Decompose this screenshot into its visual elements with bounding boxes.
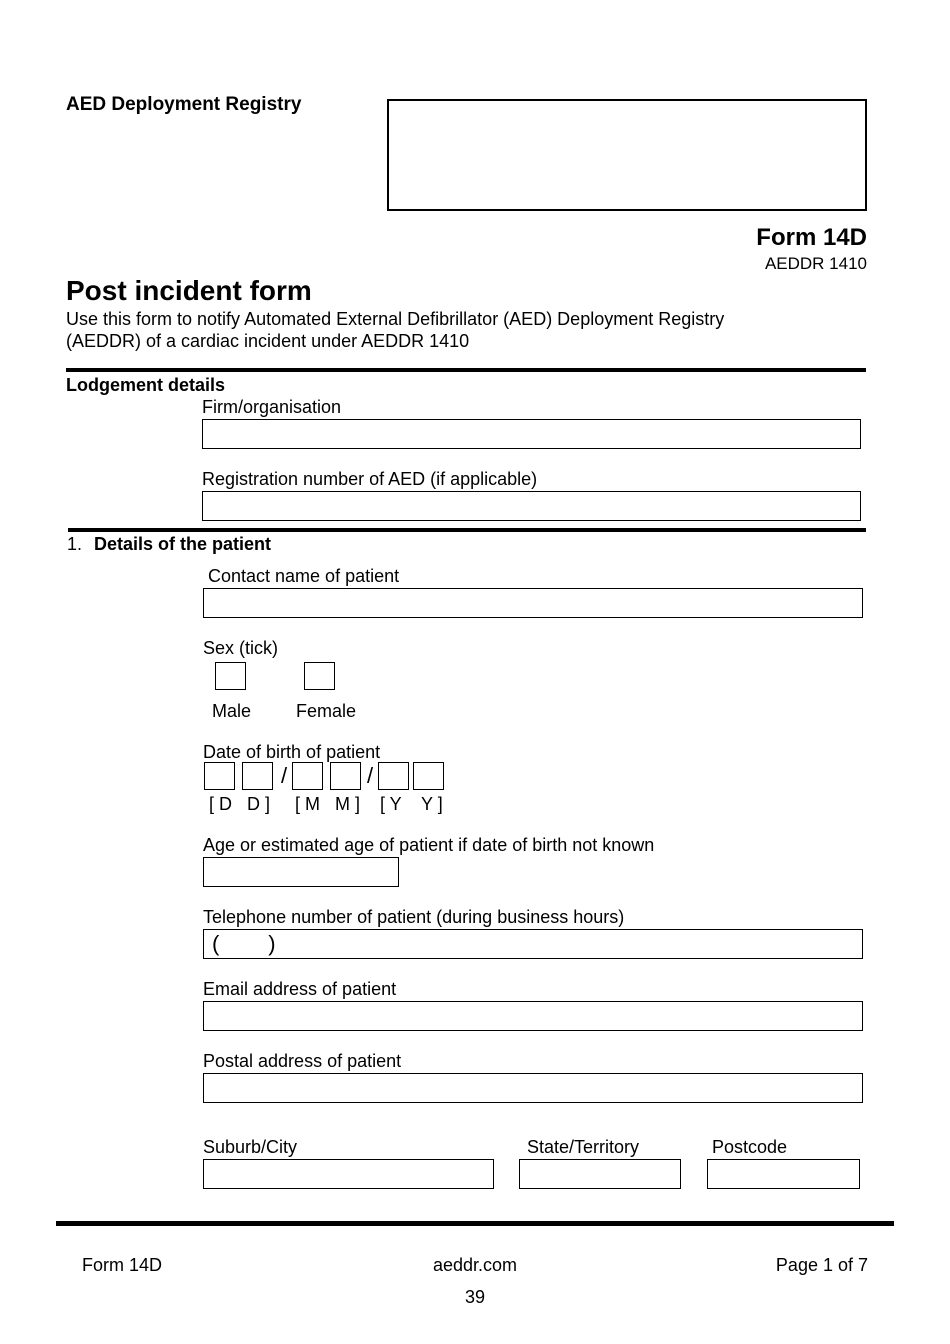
patient-heading: Details of the patient <box>94 534 272 554</box>
form-code: AEDDR 1410 <box>764 254 867 273</box>
email-input[interactable] <box>203 1001 863 1031</box>
dob-month-1-box[interactable] <box>292 762 323 790</box>
male-label: Male <box>212 701 252 721</box>
section-divider <box>68 528 866 532</box>
footer-form-number: Form 14D <box>82 1255 163 1275</box>
phone-area-code-brackets: ( ) <box>212 931 276 956</box>
phone-label: Telephone number of patient (during business hours) <box>203 907 625 927</box>
office-use-box <box>387 99 867 211</box>
postal-address-label: Postal address of patient <box>203 1051 402 1071</box>
email-label: Email address of patient <box>203 979 397 999</box>
age-label: Age or estimated age of patient if date of birth not known <box>203 835 655 855</box>
postcode-input[interactable] <box>707 1159 860 1189</box>
registration-input[interactable] <box>202 491 861 521</box>
page-title: Post incident form <box>66 275 312 306</box>
state-input[interactable] <box>519 1159 681 1189</box>
registration-label: Registration number of AED (if applicable) <box>202 469 538 489</box>
intro-line-2: (AEDDR) of a cardiac incident under AEDDR 1410 <box>66 331 470 351</box>
section-number: 1. <box>67 534 83 554</box>
suburb-label: Suburb/City <box>203 1137 298 1157</box>
dob-year-2-box[interactable] <box>413 762 444 790</box>
sex-label: Sex (tick) <box>203 638 279 658</box>
dob-month-hint: [ M M ] <box>295 794 360 814</box>
state-label: State/Territory <box>527 1137 640 1157</box>
phone-input[interactable] <box>203 929 863 959</box>
dob-day-hint: [ D D ] <box>209 794 271 814</box>
footer-divider <box>56 1221 894 1226</box>
footer-page: Page 1 of 7 <box>775 1255 868 1275</box>
dob-month-2-box[interactable] <box>330 762 361 790</box>
dob-year-1-box[interactable] <box>378 762 409 790</box>
firm-label: Firm/organisation <box>202 397 342 417</box>
postcode-label: Postcode <box>712 1137 788 1157</box>
page-number: 39 <box>464 1287 486 1307</box>
form-number: Form 14D <box>756 224 867 251</box>
lodgement-heading: Lodgement details <box>66 375 226 395</box>
dob-separator: / <box>367 763 374 788</box>
dob-day-1-box[interactable] <box>204 762 235 790</box>
suburb-input[interactable] <box>203 1159 494 1189</box>
intro-line-1: Use this form to notify Automated External Defibrillator (AED) Deployment Registry <box>66 309 725 329</box>
dob-year-hint: [ Y Y ] <box>380 794 443 814</box>
dob-day-2-box[interactable] <box>242 762 273 790</box>
female-label: Female <box>296 701 357 721</box>
registry-name: AED Deployment Registry <box>66 94 302 115</box>
footer-website: aeddr.com <box>432 1255 518 1275</box>
section-divider <box>66 368 866 372</box>
male-checkbox[interactable] <box>215 662 246 690</box>
female-checkbox[interactable] <box>304 662 335 690</box>
age-input[interactable] <box>203 857 399 887</box>
dob-label: Date of birth of patient <box>203 742 381 762</box>
postal-address-input[interactable] <box>203 1073 863 1103</box>
dob-separator: / <box>281 763 288 788</box>
contact-name-label: Contact name of patient <box>208 566 400 586</box>
firm-input[interactable] <box>202 419 861 449</box>
contact-name-input[interactable] <box>203 588 863 618</box>
